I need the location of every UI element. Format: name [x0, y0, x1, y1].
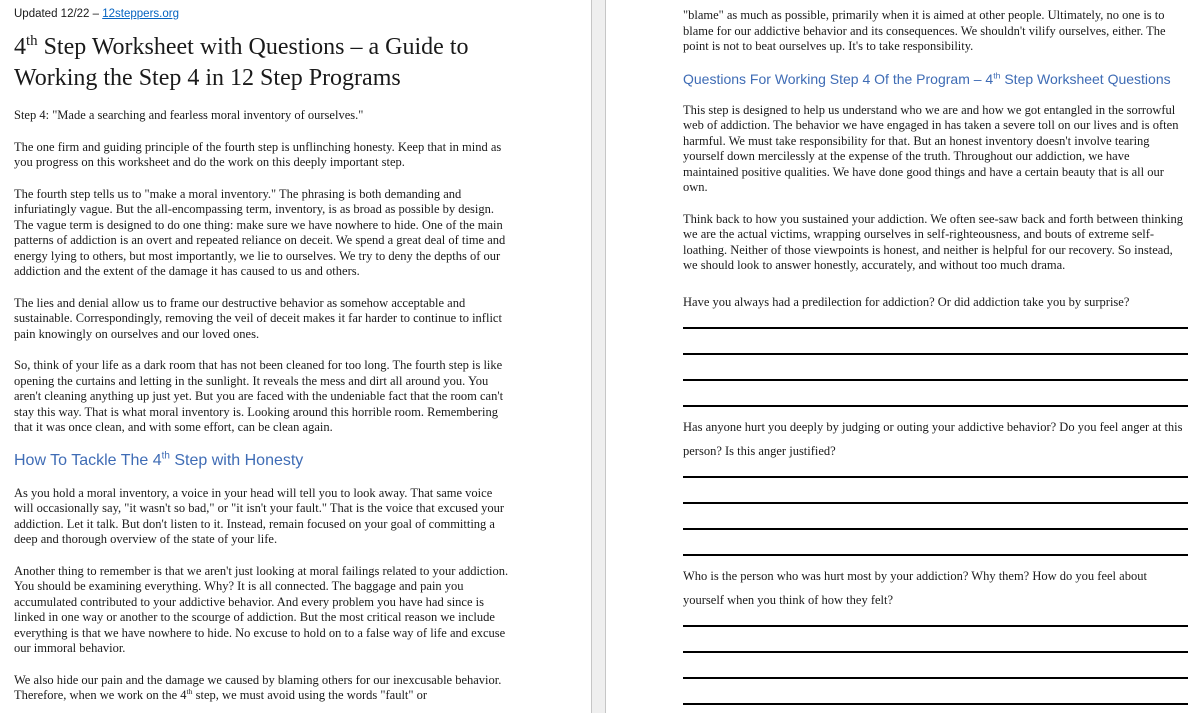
superscript: th — [993, 69, 1001, 80]
worksheet-question: Has anyone hurt you deeply by judging or outing your addictive behavior? Do you feel anger at this person? Is this anger justified? — [683, 419, 1183, 458]
updated-label: Updated 12/22 – — [14, 8, 103, 20]
section-heading: How To Tackle The 4th Step with Honesty — [14, 450, 304, 469]
answer-line[interactable] — [683, 314, 1188, 329]
worksheet-question: Have you always had a predilection for addiction? Or did addiction take you by surprise? — [683, 294, 1130, 309]
superscript: th — [26, 33, 38, 49]
superscript: th — [161, 450, 170, 462]
answer-line[interactable] — [683, 612, 1188, 627]
paragraph: The fourth step tells us to "make a moral inventory." The phrasing is both demanding and infuriatingly vague. But the all-encompassing term, inventory, is as broad as possible by design. The vague term is designed to do one thing: make sure we have nowhere to hide. One of the main patterns of addiction is an overt and repeated reliance on deceit. We spend a great deal of time and energy lying to others, but most importantly, we lie to ourselves. We try to deny the depths of our addiction and the extent of the damage it has caused to us and others. — [14, 186, 506, 278]
answer-line[interactable] — [683, 679, 1188, 705]
answer-line[interactable] — [683, 329, 1188, 355]
doc-updated-line — [14, 8, 511, 20]
paragraph: So, think of your life as a dark room that has not been cleaned for too long. The fourth step is like opening the curtains and letting in the sunlight. It reveals the mess and dirt all around you. You aren't cleaning anything up just yet. But you are faced with the undeniable fact that the room can't stay this way. That is what moral inventory is. Looking around this horrible room. Remembering that it was once clean, and with some effort, can be clean again. — [14, 358, 504, 434]
answer-line[interactable] — [683, 355, 1188, 381]
answer-lines-group — [683, 612, 1188, 705]
answer-line[interactable] — [683, 627, 1188, 653]
superscript: th — [186, 686, 193, 696]
paragraph: The lies and denial allow us to frame our destructive behavior as somehow acceptable and sustainable. Correspondingly, removing the veil of deceit makes it far harder to continue to inflict pain knowingly on ourselves and our loved ones. — [14, 295, 502, 341]
page-2-content — [683, 8, 1188, 705]
answer-line[interactable] — [683, 463, 1188, 478]
paragraph: Step 4: "Made a searching and fearless moral inventory of ourselves." — [14, 108, 364, 122]
page-gap — [591, 0, 606, 713]
answer-line[interactable] — [683, 381, 1188, 407]
paragraph: As you hold a moral inventory, a voice in your head will tell you to look away. That same voice will occasionally say, "it wasn't so bad," or "it isn't your fault." That is the voice that excused your addiction. Let it talk. But don't listen to it. Instead, remain focused on your goal of committing a deep and thorough overview of the state of your life. — [14, 485, 505, 546]
answer-line[interactable] — [683, 653, 1188, 679]
site-link[interactable]: 12steppers.org — [102, 8, 179, 20]
section-heading: Questions For Working Step 4 Of the Program – 4th Step Worksheet Questions — [683, 69, 1171, 87]
paragraph: This step is designed to help us understand who we are and how we got entangled in the sorrowful web of addiction. The behavior we have engaged in has taken a severe toll on our lives and is often harmful. We must take responsibility for that. But an honest inventory doesn't involve tearing yourself down mercilessly at the expense of the truth. Throughout our addiction, we have maintained positive qualities. We have done good things and have a certain beauty that is all our own. — [683, 102, 1179, 194]
answer-line[interactable] — [683, 478, 1188, 504]
worksheet-question: Who is the person who was hurt most by your addiction? Why them? How do you feel about yourself when you think of how they felt? — [683, 568, 1147, 607]
page-1-content — [14, 108, 511, 704]
page-2 — [606, 0, 1198, 713]
answer-lines-group — [683, 314, 1188, 407]
answer-line[interactable] — [683, 530, 1188, 556]
answer-line[interactable] — [683, 504, 1188, 530]
answer-lines-group — [683, 463, 1188, 556]
doc-title: 4th Step Worksheet with Questions – a Guide to Working the Step 4 in 12 Step Programs — [14, 33, 469, 91]
paragraph: Think back to how you sustained your addiction. We often see-saw back and forth between thinking we are the actual victims, wrapping ourselves in self-righteousness, and bouts of extreme self-loathing. Neither of those viewpoints is honest, and neither is helpful for our recovery. So instead, we should look to answer honestly, accurately, and without too much drama. — [683, 211, 1184, 272]
paragraph: "blame" as much as possible, primarily when it is aimed at other people. Ultimately, no one is to blame for our addictive behavior and its consequences. We shouldn't vilify ourselves, either. The point is not to beat ourselves up. It's to take responsibility. — [683, 8, 1166, 53]
paragraph: The one firm and guiding principle of the fourth step is unflinching honesty. Keep that in mind as you progress on this worksheet and do the work on this deeply important step. — [14, 139, 502, 169]
paragraph: We also hide our pain and the damage we caused by blaming others for our inexcusable behavior. Therefore, when we work on the 4th step, we must avoid using the words "fault" or — [14, 672, 502, 702]
page-1 — [0, 0, 591, 713]
paragraph: Another thing to remember is that we aren't just looking at moral failings related to your addiction. You should be examining everything. Why? It is all connected. The baggage and pain you accumulated contributed to your addictive behavior. And every problem you have had since is linked in one way or another to the scourge of addiction. But the most critical reason we include everything is that we have nowhere to hide. No excuse to hold on to a false way of life and excuse our immoral behavior. — [14, 563, 509, 655]
